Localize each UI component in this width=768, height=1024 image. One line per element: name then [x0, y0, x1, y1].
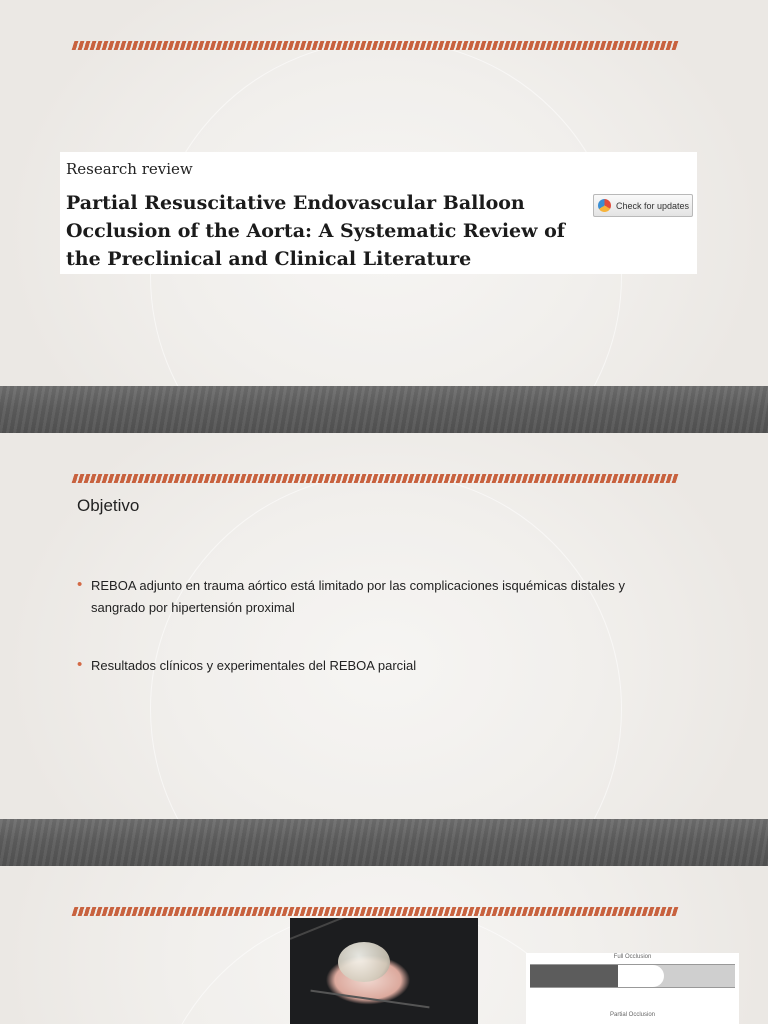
occluded-segment — [530, 965, 618, 987]
article-type: Research review — [66, 160, 193, 178]
bullet-icon: • — [77, 576, 83, 593]
check-updates-badge — [593, 194, 693, 217]
slide-divider — [0, 386, 768, 433]
list-item — [77, 575, 657, 619]
full-occlusion-label: Full Occlusion — [613, 954, 652, 960]
vessel-full — [530, 964, 735, 988]
slide-heading: Objetivo — [77, 496, 140, 515]
slide-title — [0, 0, 768, 386]
balloon-shape — [338, 942, 390, 982]
slide-figures — [0, 866, 768, 1024]
catheter-wire — [310, 990, 429, 1009]
slide-objective — [0, 433, 768, 819]
bullet-text: Resultados clínicos y experimentales del REBOA parcial — [91, 658, 417, 673]
article-header-image — [60, 152, 697, 274]
catheter-wire — [290, 918, 439, 940]
decorative-stripe — [72, 474, 679, 483]
decorative-stripe — [72, 41, 679, 50]
check-updates-label: Check for updates — [616, 200, 690, 211]
bullet-list — [77, 575, 657, 713]
article-title: Partial Resuscitative Endovascular Balloon Occlusion of the Aorta: A Systematic Review of the Preclinical and Clinical Literature — [66, 192, 565, 270]
balloon-segment — [618, 965, 664, 987]
list-item — [77, 655, 657, 677]
occlusion-diagram — [526, 953, 739, 1024]
bullet-text: REBOA adjunto en trauma aórtico está limitado por las complicaciones isquémicas distales y sangrado por hipertensión proximal — [91, 578, 625, 615]
crossmark-icon — [598, 199, 611, 212]
bullet-icon: • — [77, 656, 83, 673]
balloon-specimen-photo — [290, 918, 478, 1024]
decorative-stripe — [72, 907, 679, 916]
slide-divider — [0, 819, 768, 866]
partial-occlusion-label: Partial Occlusion — [609, 1012, 656, 1018]
